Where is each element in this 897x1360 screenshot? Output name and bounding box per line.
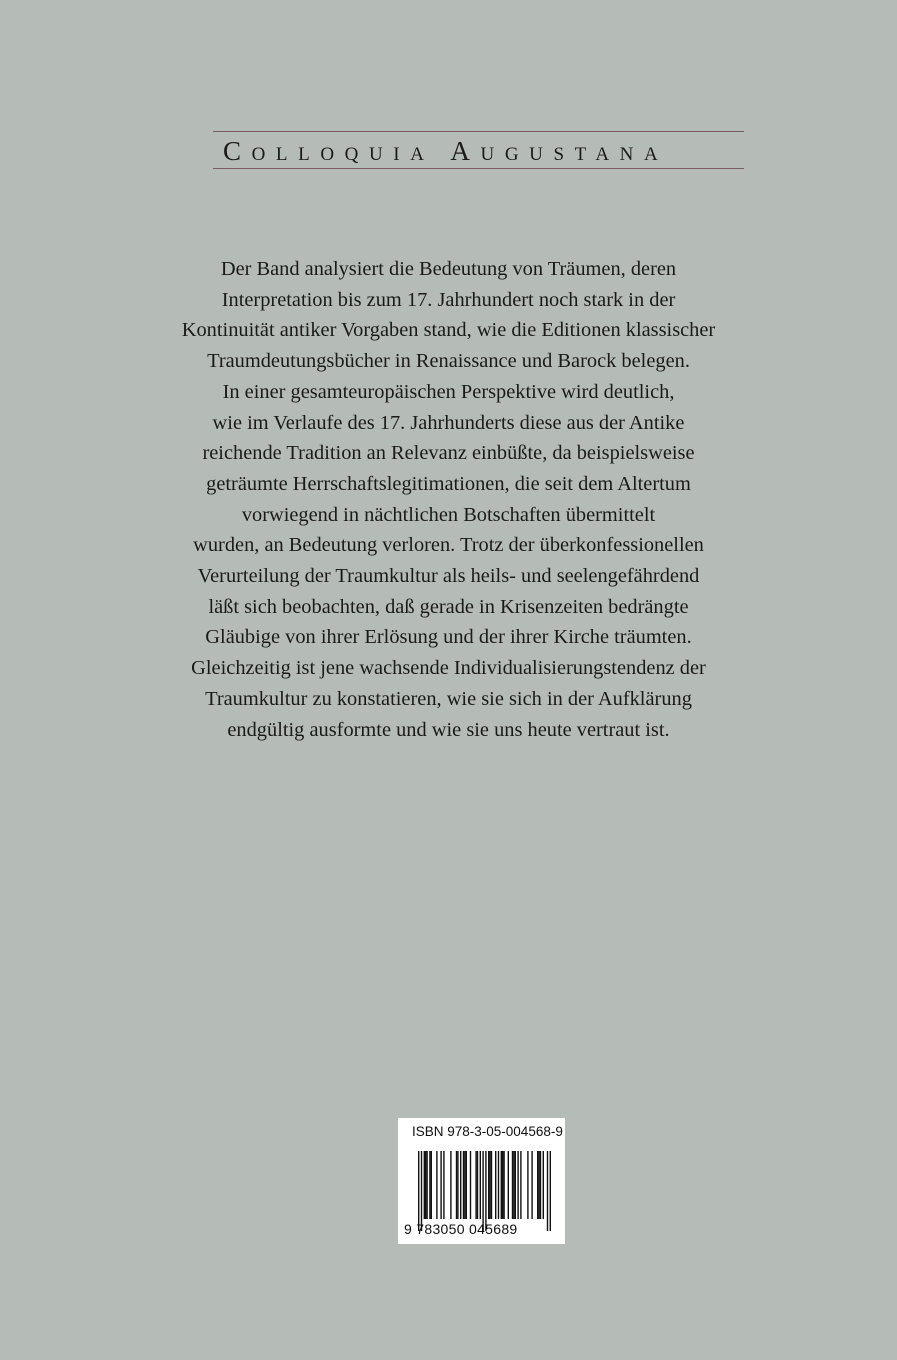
barcode-bar — [424, 1151, 425, 1219]
barcode-bar — [429, 1151, 430, 1219]
barcode-bar — [512, 1151, 513, 1219]
barcode-bar — [443, 1151, 444, 1219]
blurb-line: läßt sich beobachten, daß gerade in Krisenzeiten bedrängte — [208, 595, 689, 618]
series-rule-top — [213, 131, 744, 132]
barcode-bar — [440, 1151, 441, 1219]
series-header — [213, 131, 744, 169]
barcode-bar — [480, 1151, 481, 1219]
barcode-bar — [550, 1151, 551, 1231]
barcode-bar — [540, 1151, 541, 1219]
blurb-line: wurden, an Bedeutung verloren. Trotz der überkonfessionellen — [193, 534, 704, 557]
barcode-bar — [508, 1151, 509, 1219]
barcode-bar — [421, 1151, 422, 1231]
barcode-bar — [531, 1151, 532, 1219]
barcode-bar — [498, 1151, 499, 1219]
barcode-bar — [513, 1151, 514, 1219]
blurb-line: Traumkultur zu konstatieren, wie sie sich in der Aufklärung — [205, 687, 692, 710]
blurb-line: Traumdeutungsbücher in Renaissance und Barock belegen. — [207, 350, 690, 373]
barcode-bar — [517, 1151, 518, 1219]
isbn-label: ISBN 978-3-05-004568-9 — [412, 1124, 563, 1139]
blurb-line: geträumte Herrschaftslegitimationen, die seit dem Altertum — [206, 472, 691, 495]
blurb-line: Kontinuität antiker Vorgaben stand, wie die Editionen klassischer — [181, 319, 716, 342]
barcode-bar — [436, 1151, 437, 1219]
blurb-line: wie im Verlaufe des 17. Jahrhunderts diese aus der Antike — [212, 411, 685, 434]
blurb-line: In einer gesamteuropäischen Perspektive wird deutlich, — [222, 380, 675, 403]
blurb-line: Der Band analysiert die Bedeutung von Träumen, deren — [220, 258, 677, 280]
barcode-bar — [426, 1151, 427, 1219]
series-rule-bottom — [213, 168, 744, 169]
blurb-line: endgültig ausformte und wie sie uns heute vertraut ist. — [227, 718, 670, 741]
barcode-bar — [495, 1151, 496, 1219]
barcode-bar — [489, 1151, 490, 1219]
isbn-barcode — [398, 1118, 565, 1244]
barcode-bar — [477, 1151, 478, 1219]
barcode-bar — [457, 1151, 458, 1219]
barcode-bar — [520, 1151, 521, 1219]
blurb-text — [180, 254, 717, 745]
barcode-bar — [537, 1151, 538, 1219]
barcode-bar — [502, 1151, 503, 1219]
barcode-bar — [543, 1151, 544, 1219]
barcode-bar — [464, 1151, 465, 1219]
barcode-bar — [491, 1151, 492, 1219]
barcode-bar — [488, 1151, 489, 1219]
blurb-line: Interpretation bis zum 17. Jahrhundert noch stark in der — [221, 288, 676, 311]
barcode-bar — [460, 1151, 461, 1219]
barcode-bar — [501, 1151, 502, 1219]
barcode-digits: 9 783050 045689 — [404, 1221, 518, 1237]
blurb-line: Gläubige von ihrer Erlösung und der ihrer Kirche träumten. — [205, 626, 692, 649]
barcode-bar — [538, 1151, 539, 1219]
barcode-bar — [485, 1151, 486, 1231]
barcode-bar — [515, 1151, 516, 1219]
barcode-bar — [547, 1151, 548, 1231]
blurb-line: Verurteilung der Traumkultur als heils- und seelengefährdend — [197, 565, 700, 588]
barcode-bar — [456, 1151, 457, 1219]
barcode-bar — [450, 1151, 451, 1219]
barcode-bar — [425, 1151, 426, 1219]
barcode-bar — [431, 1151, 432, 1219]
barcode-bar — [503, 1151, 504, 1219]
blurb-line: reichende Tradition an Relevanz einbüßte, da beispielsweise — [202, 442, 695, 465]
barcode-bar — [418, 1151, 419, 1231]
barcode-bar — [475, 1151, 476, 1219]
blurb-line: vorwiegend in nächtlichen Botschaften übermittelt — [241, 503, 656, 526]
blurb-line: Gleichzeitig ist jene wachsende Individualisierungstendenz der — [191, 657, 706, 680]
barcode-bar — [482, 1151, 483, 1231]
barcode-bar — [527, 1151, 528, 1219]
series-title: Colloquia Augustana — [223, 136, 669, 166]
barcode-bar — [466, 1151, 467, 1219]
barcode-bar — [463, 1151, 464, 1219]
barcode-bar — [470, 1151, 471, 1219]
